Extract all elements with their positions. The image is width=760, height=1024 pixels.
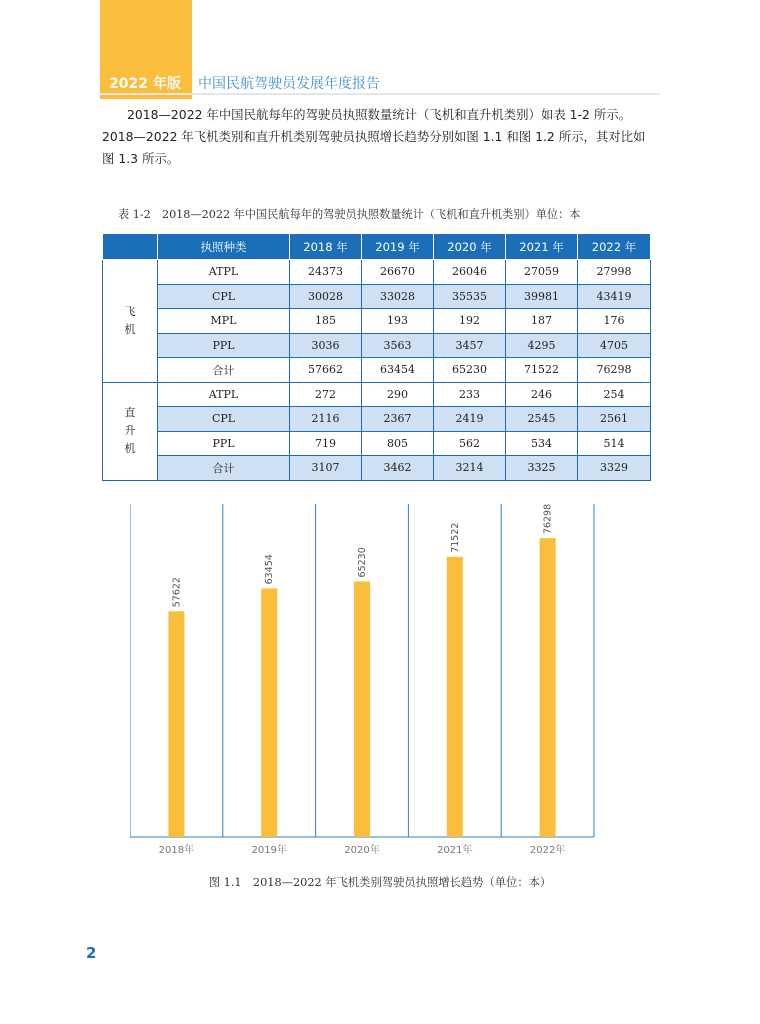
page-number: 2	[86, 944, 97, 962]
count-cell: 193	[362, 309, 434, 334]
category-char: 飞	[124, 304, 136, 318]
count-cell: 27998	[578, 260, 651, 285]
x-tick-label: 2022年	[529, 845, 566, 856]
bar-value-label: 63454	[264, 554, 276, 585]
aircraft-category-label	[103, 382, 158, 480]
table-row	[103, 382, 651, 407]
count-cell: 192	[434, 309, 506, 334]
count-cell: 35535	[434, 284, 506, 309]
count-cell: 33028	[362, 284, 434, 309]
bar-value-label: 71522	[449, 522, 461, 553]
table-row	[103, 333, 651, 358]
license-type-cell: PPL	[158, 431, 290, 456]
aircraft-category-label	[103, 260, 158, 383]
bar	[354, 581, 370, 837]
header-year: 2020 年	[434, 234, 506, 260]
count-cell: 187	[506, 309, 578, 334]
header-year: 2019 年	[362, 234, 434, 260]
edition-label: 2022 年版	[109, 76, 181, 92]
count-cell: 2419	[434, 407, 506, 432]
license-type-cell: 合计	[158, 456, 290, 481]
count-cell: 63454	[362, 358, 434, 383]
bar-value-label: 57622	[171, 577, 183, 608]
table-header-row	[103, 234, 651, 260]
bar	[540, 538, 556, 837]
count-cell: 3107	[290, 456, 362, 481]
bar-value-label: 76298	[542, 503, 554, 535]
count-cell: 176	[578, 309, 651, 334]
count-cell: 3036	[290, 333, 362, 358]
count-cell: 39981	[506, 284, 578, 309]
count-cell: 514	[578, 431, 651, 456]
count-cell: 3563	[362, 333, 434, 358]
count-cell: 3325	[506, 456, 578, 481]
header-blank	[103, 234, 158, 260]
header-year: 2021 年	[506, 234, 578, 260]
license-type-cell: 合计	[158, 358, 290, 383]
count-cell: 2561	[578, 407, 651, 432]
license-type-cell: CPL	[158, 407, 290, 432]
count-cell: 246	[506, 382, 578, 407]
table-row	[103, 309, 651, 334]
count-cell: 534	[506, 431, 578, 456]
intro-paragraph	[102, 104, 662, 170]
count-cell: 3462	[362, 456, 434, 481]
table-row	[103, 456, 651, 481]
count-cell: 26670	[362, 260, 434, 285]
count-cell: 290	[362, 382, 434, 407]
airplane-license-bar-chart	[130, 500, 610, 865]
count-cell: 805	[362, 431, 434, 456]
category-char: 升	[124, 424, 136, 437]
count-cell: 4295	[506, 333, 578, 358]
count-cell: 719	[290, 431, 362, 456]
bar	[168, 611, 184, 837]
count-cell: 57662	[290, 358, 362, 383]
count-cell: 272	[290, 382, 362, 407]
license-type-cell: PPL	[158, 333, 290, 358]
x-tick-label: 2021年	[437, 845, 473, 856]
intro-line-1: 2018—2022 年中国民航每年的驾驶员执照数量统计（飞机和直升机类别）如表 1-2 所示。	[127, 107, 632, 122]
license-type-cell: ATPL	[158, 382, 290, 407]
license-type-cell: CPL	[158, 284, 290, 309]
count-cell: 27059	[506, 260, 578, 285]
count-cell: 2367	[362, 407, 434, 432]
license-table	[102, 233, 651, 481]
count-cell: 30028	[290, 284, 362, 309]
x-tick-label: 2020年	[344, 845, 380, 856]
count-cell: 2545	[506, 407, 578, 432]
header-divider	[100, 93, 660, 95]
intro-line-3: 图 1.3 所示。	[102, 151, 180, 166]
bar	[261, 588, 277, 837]
count-cell: 254	[578, 382, 651, 407]
intro-line-2: 2018—2022 年飞机类别和直升机类别驾驶员执照增长趋势分别如图 1.1 和图 1.2 所示，其对比如	[102, 129, 646, 144]
count-cell: 2116	[290, 407, 362, 432]
header-license-type: 执照种类	[158, 234, 290, 260]
header-year: 2022 年	[578, 234, 651, 260]
count-cell: 4705	[578, 333, 651, 358]
count-cell: 76298	[578, 358, 651, 383]
license-type-cell: ATPL	[158, 260, 290, 285]
table-caption: 表 1-2 2018—2022 年中国民航每年的驾驶员执照数量统计（飞机和直升机类别）单位：本	[118, 208, 581, 221]
license-type-cell: MPL	[158, 309, 290, 334]
x-tick-label: 2019年	[251, 845, 287, 856]
count-cell: 185	[290, 309, 362, 334]
x-tick-label: 2018年	[158, 845, 195, 856]
bar-value-label: 65230	[357, 547, 368, 578]
table-row	[103, 260, 651, 285]
category-char: 机	[124, 322, 136, 336]
edition-tab	[100, 0, 192, 99]
count-cell: 562	[434, 431, 506, 456]
header-year: 2018 年	[290, 234, 362, 260]
table-row	[103, 431, 651, 456]
category-char: 直	[124, 406, 136, 419]
table-row	[103, 284, 651, 309]
table-row	[103, 358, 651, 383]
count-cell: 3329	[578, 456, 651, 481]
count-cell: 233	[434, 382, 506, 407]
figure-caption: 图 1.1 2018—2022 年飞机类别驾驶员执照增长趋势（单位：本）	[208, 876, 552, 889]
count-cell: 3457	[434, 333, 506, 358]
category-char: 机	[124, 442, 136, 455]
count-cell: 65230	[434, 358, 506, 383]
table-row	[103, 407, 651, 432]
bar	[447, 557, 463, 837]
count-cell: 26046	[434, 260, 506, 285]
count-cell: 3214	[434, 456, 506, 481]
report-title: 中国民航驾驶员发展年度报告	[198, 76, 380, 92]
chart-canvas	[130, 500, 610, 865]
count-cell: 43419	[578, 284, 651, 309]
count-cell: 24373	[290, 260, 362, 285]
count-cell: 71522	[506, 358, 578, 383]
